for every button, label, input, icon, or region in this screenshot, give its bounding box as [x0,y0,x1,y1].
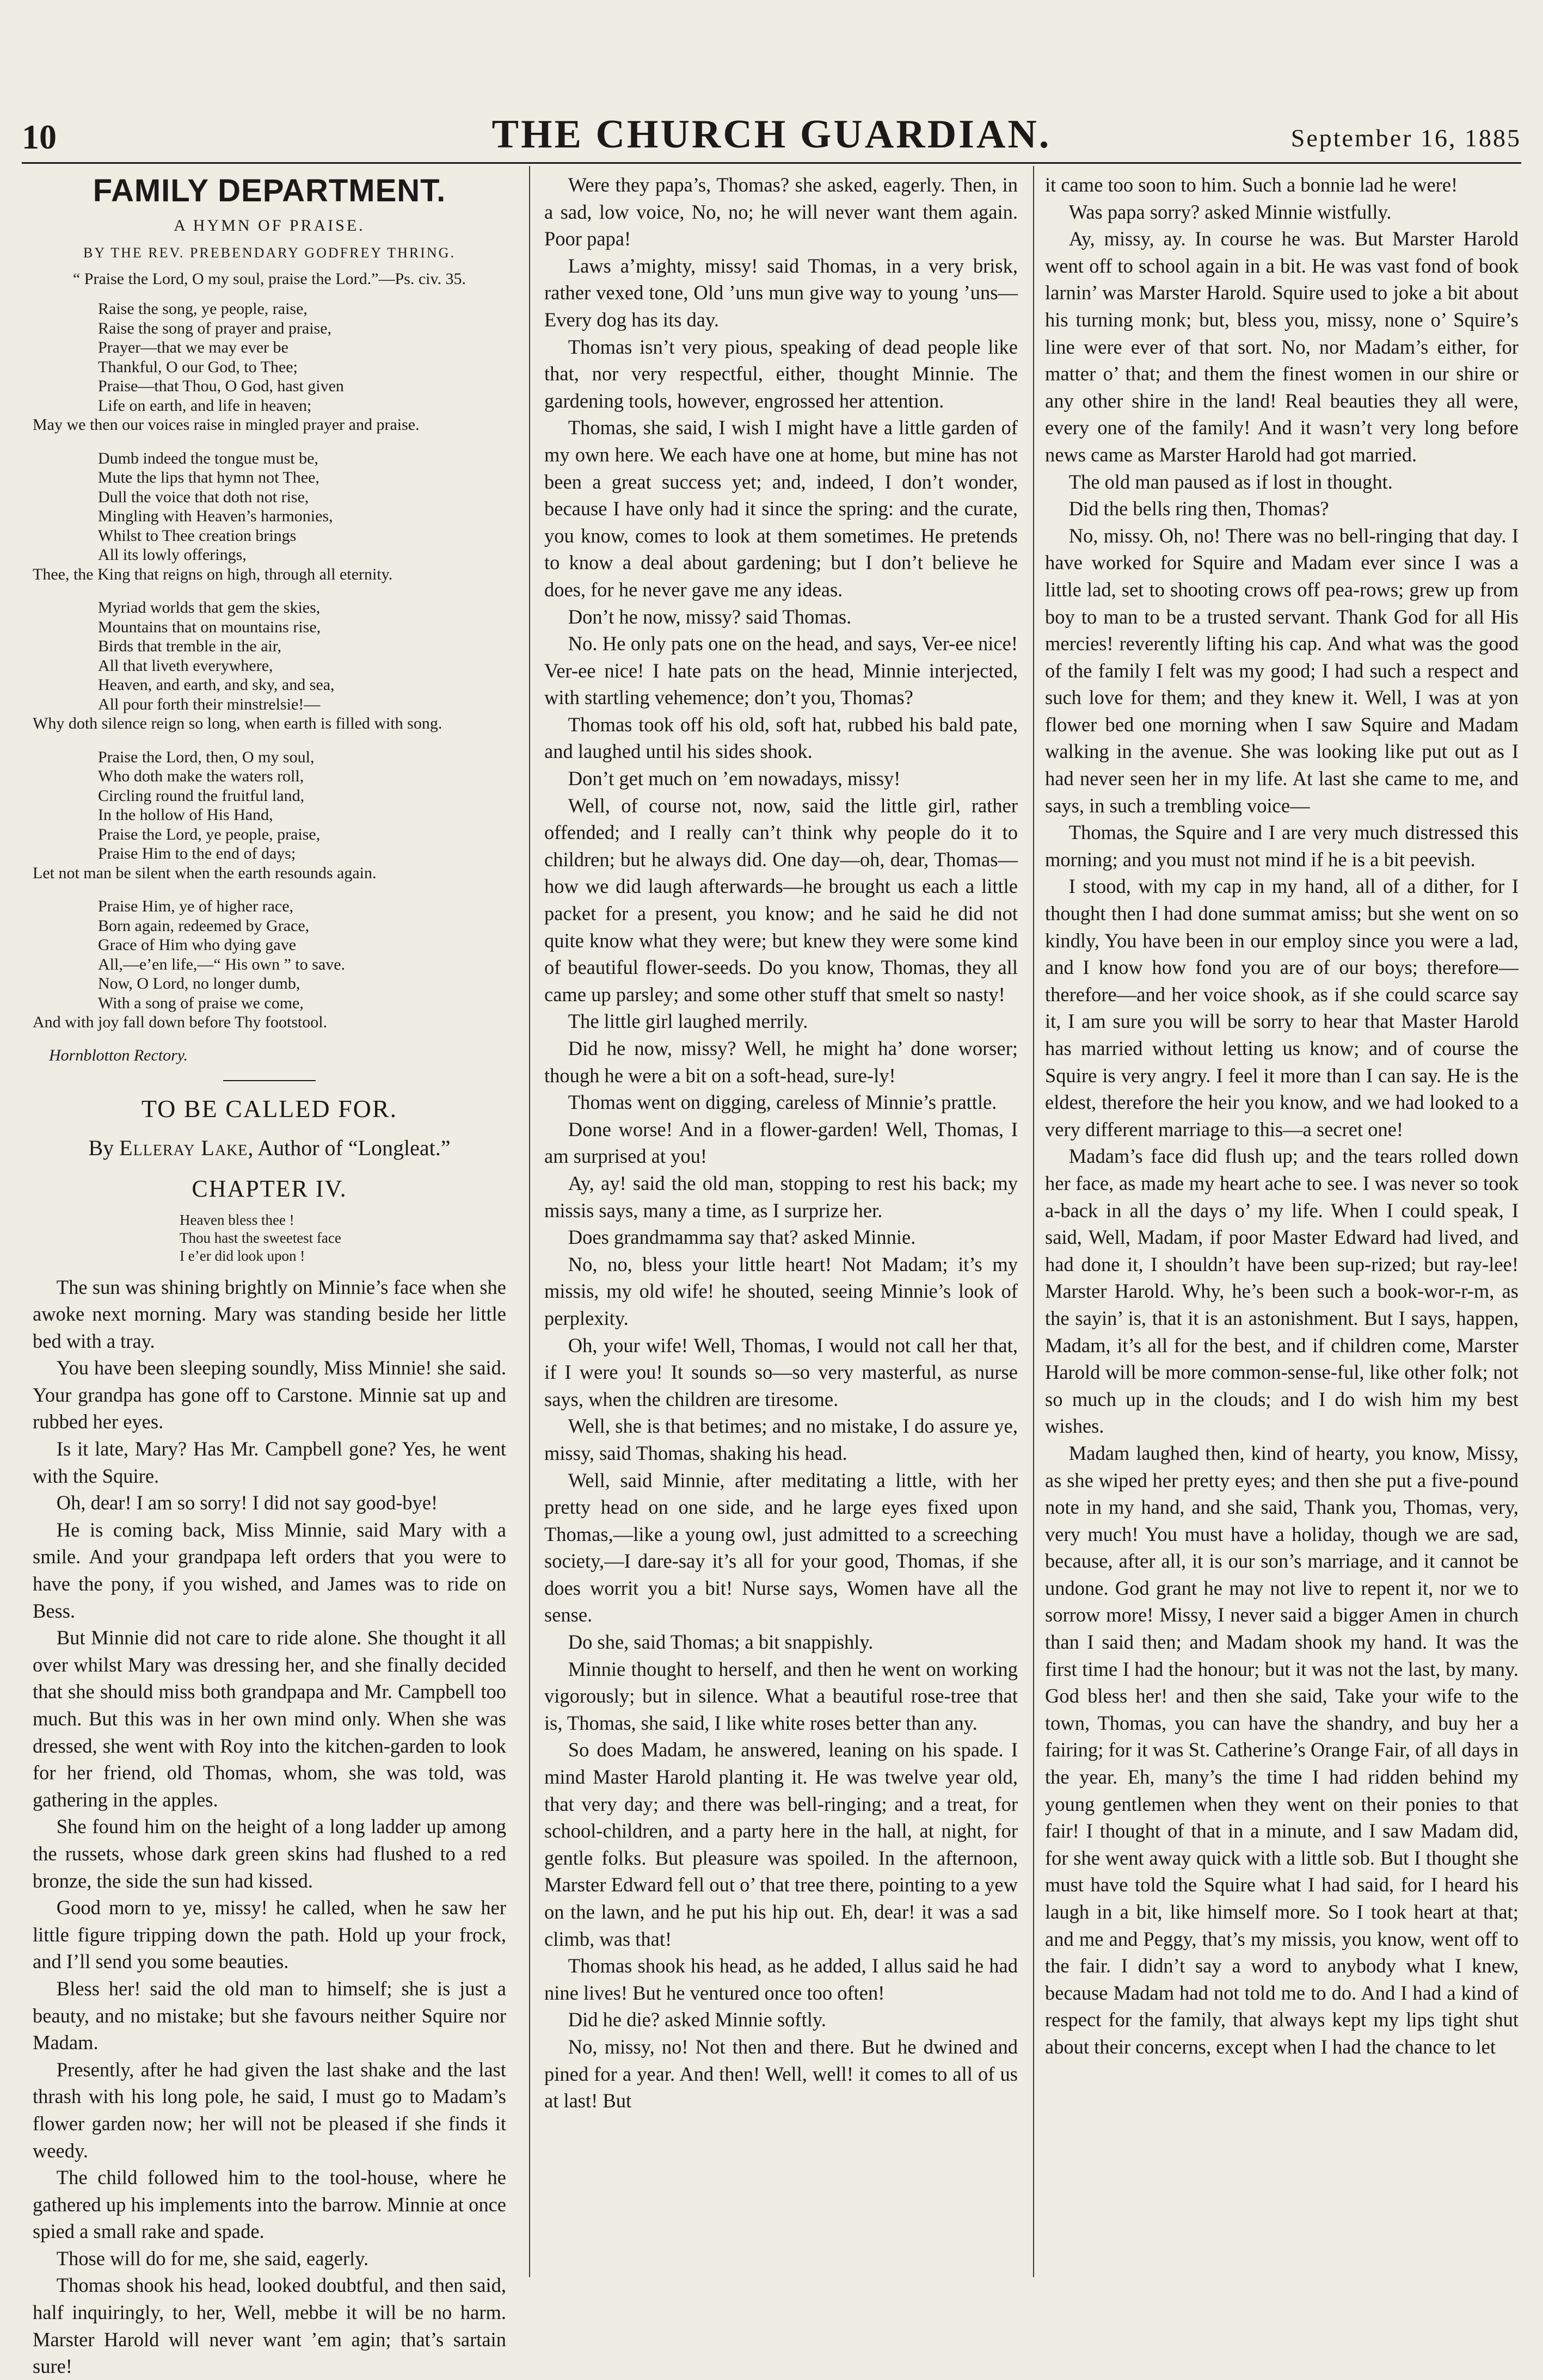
paragraph: No. He only pats one on the head, and says, Ver-ee nice! Ver-ee nice! I hate pats on the head, Minnie interjected, with startling vehemence; don’t you, Thomas? [544,632,1018,709]
page-number: 10 [22,118,57,156]
epigraph-line: Thou hast the sweetest face [180,1229,341,1246]
paragraph: Thomas isn’t very pious, speaking of dead people like that, nor very respectful, either, thought Minnie. The gardening tools, however, engrossed her attention. [544,335,1018,412]
masthead [22,112,1521,161]
hymn-title: A HYMN OF PRAISE. [174,217,365,235]
hymn-line: Circling round the fruitful land, [98,786,305,805]
hymn-line: Who doth make the waters roll, [98,767,304,785]
paragraph: Did he now, missy? Well, he might ha’ done worser; though he were a bit on a soft-head, sure-ly! [544,1037,1018,1087]
hymn-line: All,—e’en life,—“ His own ” to save. [98,955,346,973]
paragraph: Is it late, Mary? Has Mr. Campbell gone? Yes, he went with the Squire. [33,1438,506,1487]
hymn-line: And with joy fall down before Thy footstool. [33,1013,328,1031]
paragraph: She found him on the height of a long ladder up among the russets, whose dark green skins had flushed to a red bronze, the side the sun had kissed. [33,1815,506,1892]
hymn-line: Praise the Lord, then, O my soul, [98,748,315,766]
column-1 [33,171,506,2378]
story-author: By Elleray Lake, Author of “Longleat.” [88,1135,451,1160]
hymn-line: With a song of praise we come, [98,994,304,1012]
paragraph: Were they papa’s, Thomas? she asked, eagerly. Then, in a sad, low voice, No, no; he will never want them again. Poor papa! [544,174,1018,250]
paragraph: it came too soon to him. Such a bonnie lad he were! [1045,174,1458,196]
paragraph: Well, she is that betimes; and no mistake, I do assure ye, missy, said Thomas, shaking his head. [544,1415,1018,1464]
hymn-author: BY THE REV. PREBENDARY GODFREY THRING. [83,245,456,261]
paragraph: Thomas shook his head, looked doubtful, and then said, half inquiringly, to her, Well, mebbe it will be no harm. Marster Harold will never want ’em agin; that’s sartain sure! [33,2274,506,2378]
paragraph: Ay, ay! said the old man, stopping to rest his back; my missis says, many a time, as I surprize her. [544,1171,1018,1222]
issue-date: September 16, 1885 [1290,124,1521,152]
paragraph: Ay, missy, ay. In course he was. But Marster Harold went off to school again in a bit. He was vast fond of book larnin’ was Marster Harold. Squire used to joke a bit about his turning monk; but, bless you, missy, none o’ Squire’s line were ever of that sort. No, nor Madam’s either, for matter o’ that; and them the finest women in our shire or any other shire in the land! Real beauties they all were, every one of the family! And it wasn’t very long before news came as Marster Harold had got married. [1045,227,1519,466]
masthead-rule [22,162,1521,164]
chapter-heading: CHAPTER IV. [192,1175,347,1202]
hymn-line: Praise Him, ye of higher race, [98,897,294,915]
paragraph: Presently, after he had given the last shake and the last thrash with his long pole, he said, I must go to Madam’s flower garden now; her will not be pleased if she finds it weedy. [33,2058,506,2162]
paragraph: Does grandmamma say that? asked Minnie. [568,1226,916,1249]
hymn-line: Raise the song, ye people, raise, [98,300,308,318]
hymn-line: Why doth silence reign so long, when earth is filled with song. [33,714,442,732]
paragraph: Did he die? asked Minnie softly. [568,2008,826,2031]
paragraph: No, missy. Oh, no! There was no bell-ringing that day. I have worked for Squire and Madam ever since I was a little lad, set to shooting crows off pea-rows; grew up from boy to man to be a trusted servant. Thank God for all His mercies! reverently lifting his cap. And what was the good of the family I felt was my good; I had such a respect and such love for them; and they knew it. Well, I was at yon flower bed one morning when I saw Squire and Madam walking in the avenue. She was looking like put out as I had never seen her in my life. At last she came to me, and says, in such a trembling voice— [1045,524,1519,817]
epigraph-line: I e’er did look upon ! [180,1247,305,1264]
paragraph: Madam’s face did flush up; and the tears rolled down her face, as made my heart ache to see. I was never so took a-back in all the days o’ my life. When I could speak, I said, Well, Madam, if poor Master Edward had lived, and had done it, I shouldn’t have been sup-rized; but ray-lee! Marster Harold. Why, he’s been such a book-wor-r-m, as the sayin’ is, that it is an astonishment. But I says, happen, Madam, it’s all for the best, and if children come, Marster Harold will be more common-sense-ful, like other folk; not so much up in the clouds; and I do wish him my best wishes. [1045,1145,1519,1438]
hymn-line: Born again, redeemed by Grace, [98,916,310,935]
hymn-signature: Hornblotton Rectory. [49,1046,188,1064]
paragraph: Don’t he now, missy? said Thomas. [568,605,852,628]
paragraph: But Minnie did not care to ride alone. She thought it all over whilst Mary was dressing her, and she finally decided that she should miss both grandpapa and Mr. Campbell too much. But this was in her own mind only. When she was dressed, she went with Roy into the kitchen-garden to look for her friend, old Thomas, whom, she was told, was gathering in the apples. [33,1626,506,1811]
hymn-line: Now, O Lord, no longer dumb, [98,975,300,992]
hymn-line: Praise Him to the end of days; [98,844,296,862]
hymn-line: Dull the voice that doth not rise, [98,488,309,506]
hymn-line: May we then our voices raise in mingled prayer and praise. [33,416,420,434]
hymn-stanza [33,449,506,584]
hymn-line: Prayer—that we may ever be [98,338,288,356]
hymn-line: Life on earth, and life in heaven; [98,396,312,415]
hymn-line: Praise—that Thou, O God, hast given [98,377,344,395]
story-text [33,1274,506,2380]
paragraph: Well, of course not, now, said the little girl, rather offended; and I really can’t think why people do it to children; but he always did. One day—oh, dear, Thomas—how we did laugh afterwards—he brought us each a little packet for a present, you know; and he said he did not quite know what they were; but knew they were some kind of beautiful flower-seeds. Do you know, Thomas, they all came up parsley; and some other stuff that smelt so nasty! [544,794,1018,1006]
hymn-stanza [33,299,506,435]
hymn-line: Myriad worlds that gem the skies, [98,599,321,616]
paragraph: Madam laughed then, kind of hearty, you know, Missy, as she wiped her pretty eyes; and then she put a five-pound note in my hand, and she said, Thank you, Thomas, very, very much! You must have a holiday, though we are sad, because, after all, it is our son’s marriage, and it cannot be undone. God grant he may not live to repent it, nor we to sorrow more! Missy, I never said a bigger Amen in church than I said then; and Madam shook my hand. It was the first time I had the honour; but it was not the last, by many. God bless her! and then she said, Take your wife to the town, Thomas, you can have the shandry, and buy her a fairing; for it was St. Catherine’s Orange Fair, of all days in the year. Eh, many’s the time I had ridden behind my young gentlemen when they went on their ponies to that fair! I thought of that in a minute, and I saw Madam did, for she went away quick with a little sob. But I thought she must have told the Squire what I had said, for I heard his laugh in a bit, like himself more. So I took heart at that; and me and Peggy, that’s my missis, you know, went off to the fair. I didn’t say a word to anybody what I knew, because Madam had not told me to do. And I had a kind of respect for the family, that always kept my lips tight shut about their concerns, except when I had the chance to let [1045,1441,1519,2058]
hymn-line: Thee, the King that reigns on high, through all eternity. [33,565,393,583]
paragraph: No, missy, no! Not then and there. But he dwined and pined for a year. And then! Well, well! it comes to all of us at last! But [544,2035,1018,2112]
hymn-epigraph: “ Praise the Lord, O my soul, praise the Lord.”—Ps. civ. 35. [72,270,466,288]
chapter-epigraph [180,1211,506,1265]
hymn-stanza [33,897,506,1032]
paragraph: Thomas shook his head, as he added, I allus said he had nine lives! But he ventured once too often! [544,1954,1018,2004]
hymn-line: Dumb indeed the tongue must be, [98,449,318,467]
hymn-line: All pour forth their minstrelsie!— [98,695,321,713]
hymn-stanza [33,598,506,733]
paragraph: He is coming back, Miss Minnie, said Mary with a smile. And your grandpapa left orders that you were to have the pony, if you wished, and James was to ride on Bess. [33,1518,506,1622]
paragraph: Thomas took off his old, soft hat, rubbed his bald pate, and laughed until his sides shook. [544,713,1018,763]
column-3 [1045,171,1519,2277]
hymn-line: Mute the lips that hymn not Thee, [98,468,319,486]
hymn-line: Heaven, and earth, and sky, and sea, [98,676,335,694]
hymn-stanzas [33,299,506,1032]
paragraph: Done worse! And in a flower-garden! Well, Thomas, I am surprised at you! [544,1118,1018,1168]
hymn-line: Mingling with Heaven’s harmonies, [98,507,333,525]
hymn-line: Praise the Lord, ye people, praise, [98,825,321,843]
story-title: TO BE CALLED FOR. [141,1094,398,1123]
hymn-line: All its lowly offerings, [98,546,247,564]
paragraph: Was papa sorry? asked Minnie wistfully. [1068,200,1392,223]
paragraph: So does Madam, he answered, leaning on his spade. I mind Master Harold planting it. He was twelve year old, that very day; and there was bell-ringing; and a treat, for school-children, and a party here in the hall, at night, for gentle folks. But pleasure was spoiled. In the afternoon, Marster Edward fell out o’ that tree there, pointing to a yew on the lawn, and he put his hip out. Eh, dear! it was a sad climb, was that! [544,1738,1018,1950]
paragraph: Thomas, she said, I wish I might have a little garden of my own here. We each have one at home, but mine has not been a great success yet; and, indeed, I don’t wonder, because I have only had it since the spring: and the curate, you know, comes to look at them sometimes. He pretends to know a deal about gardening; but I don’t believe he does, for he never gave me any ideas. [544,416,1018,601]
paragraph: The little girl laughed merrily. [568,1010,808,1033]
newspaper-title: THE CHURCH GUARDIAN. [491,112,1052,157]
paragraph: I stood, with my cap in my hand, all of a dither, for I thought then I had done summat amiss; but she went on so kindly, You have been in our employ since you were a lad, and I know how fond you are of our boys; therefore—therefore—and her voice shook, as if she could scarce say it, I am sure you will be sorry to hear that Master Harold has married without letting us know; and of course the Squire is very angry. I feel it more than I can say. He is the eldest, therefore the heir you know, and we had looked to a very different marriage to this—a secret one! [1045,875,1519,1140]
story-text [1045,171,1519,2061]
paragraph: Oh, dear! I am so sorry! I did not say good-bye! [56,1491,438,1514]
hymn-line: Raise the song of prayer and praise, [98,319,332,337]
hymn-stanza [33,748,506,883]
paragraph: You have been sleeping soundly, Miss Minnie! she said. Your grandpa has gone off to Carstone. Minnie sat up and rubbed her eyes. [33,1357,506,1433]
paragraph: Bless her! said the old man to himself; she is just a beauty, and no mistake; but she favours neither Squire nor Madam. [33,1977,506,2054]
paragraph: Don’t get much on ’em nowadays, missy! [568,767,901,790]
column-divider [1033,166,1034,2277]
paragraph: The child followed him to the tool-house, where he gathered up his implements into the barrow. Minnie at once spied a small rake and spade. [33,2166,506,2243]
epigraph-line: Heaven bless thee ! [180,1211,294,1228]
story-text [544,171,1018,2114]
hymn-line: Thankful, O our God, to Thee; [98,357,298,376]
paragraph: Oh, your wife! Well, Thomas, I would not call her that, if I were you! It sounds so—so very masterful, as nurse says, when the children are tiresome. [544,1334,1018,1410]
paragraph: Those will do for me, she said, eagerly. [56,2247,369,2270]
author-name: Elleray Lake [119,1135,248,1160]
hymn-line: Mountains that on mountains rise, [98,618,321,636]
hymn-line: Whilst to Thee creation brings [98,526,297,545]
hymn-line: Grace of Him who dying gave [98,936,297,954]
paragraph: Laws a’mighty, missy! said Thomas, in a very brisk, rather vexed tone, Old ’uns mun give way to young ’uns—Every dog has its day. [544,254,1018,331]
hymn-line: Let not man be silent when the earth resounds again. [33,864,377,882]
hymn-line: Birds that tremble in the air, [98,637,282,655]
paragraph: Thomas, the Squire and I are very much distressed this morning; and you must not mind if he is a bit peevish. [1045,821,1519,871]
section-separator [223,1080,316,1081]
paragraph: Did the bells ring then, Thomas? [1068,497,1329,520]
paragraph: Good morn to ye, missy! he called, when he saw her little figure tripping down the path. Hold up your frock, and I’ll send you some beauties. [33,1896,506,1973]
paragraph: The old man paused as if lost in thought. [1068,470,1393,493]
paragraph: Minnie thought to herself, and then he went on working vigorously; but in silence. What a beautiful rose-tree that is, Thomas, she said, I like white roses better than any. [544,1657,1018,1734]
hymn-line: All that liveth everywhere, [98,656,273,675]
column-divider [529,166,530,2277]
paragraph: Well, said Minnie, after meditating a little, with her pretty head on one side, and he large eyes fixed upon Thomas,—like a young owl, just admitted to a screeching society,—I dare-say it’s all for your good, Thomas, if she does worrit you a bit! Nurse says, Women have all the sense. [544,1469,1018,1626]
paragraph: The sun was shining brightly on Minnie’s face when she awoke next morning. Mary was standing beside her little bed with a tray. [33,1275,506,1352]
department-heading: FAMILY DEPARTMENT. [93,173,446,208]
paragraph: Thomas went on digging, careless of Minnie’s prattle. [568,1091,997,1114]
hymn-line: In the hollow of His Hand, [98,806,273,824]
column-2 [544,171,1018,2277]
paragraph: No, no, bless your little heart! Not Madam; it’s my missis, my old wife! he shouted, seeing Minnie’s look of perplexity. [544,1253,1018,1329]
paragraph: Do she, said Thomas; a bit snappishly. [568,1631,874,1654]
